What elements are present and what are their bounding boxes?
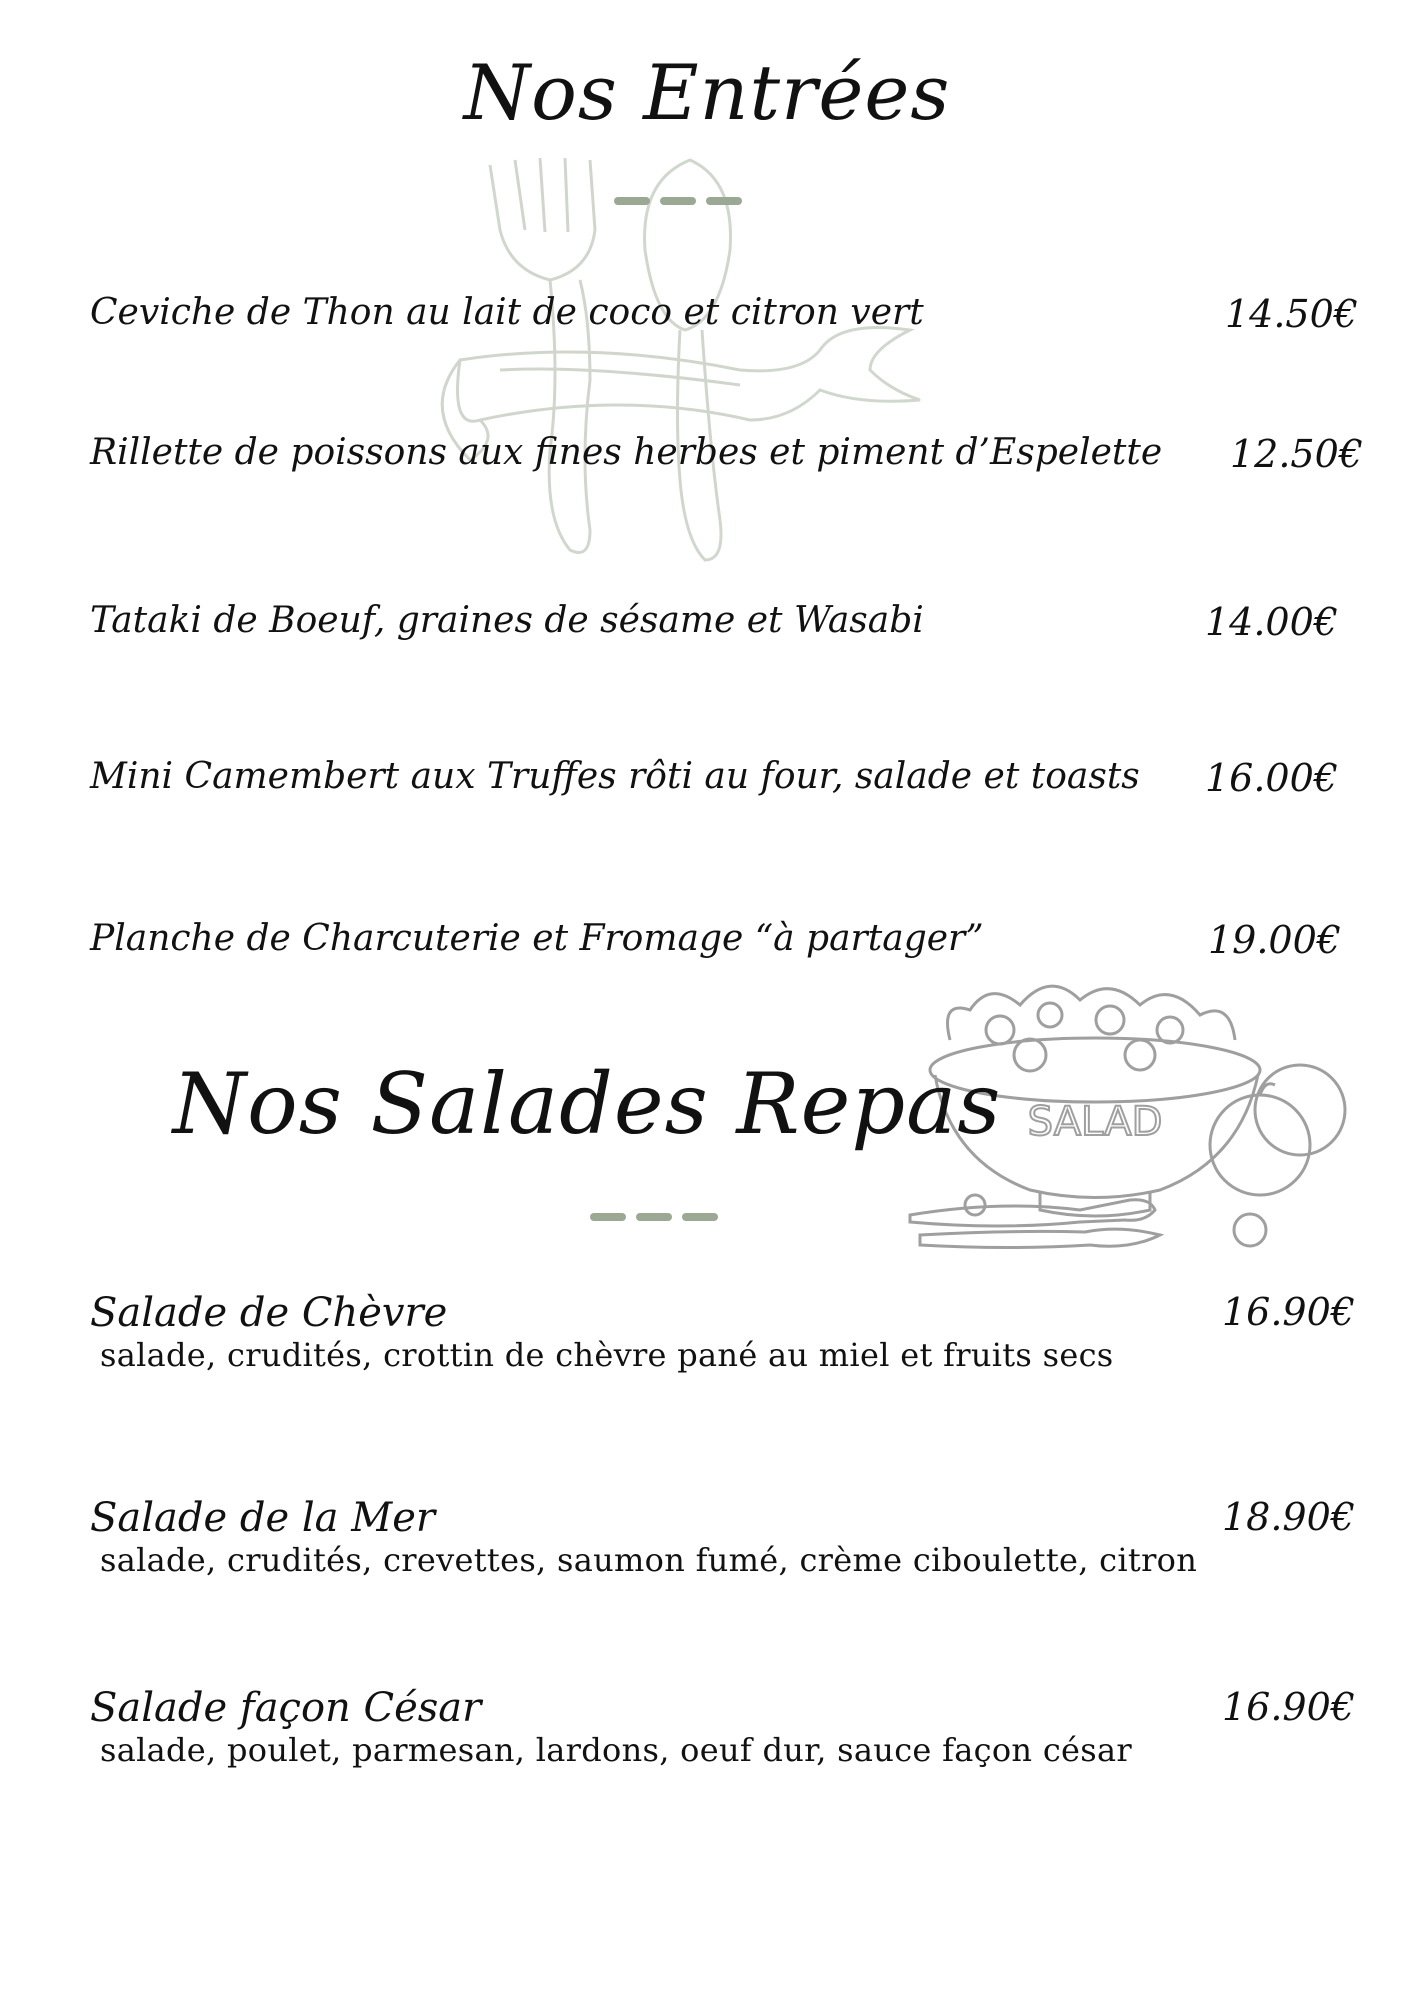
title-divider [660, 197, 696, 205]
section-title-entrees: Nos Entrées [463, 48, 951, 137]
salad-price: 16.90€ [1222, 1685, 1355, 1729]
menu-item-name: Planche de Charcuterie et Fromage “à partager” [90, 918, 984, 959]
section-title-salades: Nos Salades Repas [172, 1055, 1002, 1153]
salad-description: salade, poulet, parmesan, lardons, oeuf dur, sauce façon césar [100, 1731, 1132, 1769]
salad-name: Salade de la Mer [90, 1495, 435, 1541]
menu-item-price: 14.00€ [1205, 600, 1338, 644]
title-divider [636, 1213, 672, 1221]
menu-item-name: Tataki de Boeuf, graines de sésame et Wasabi [90, 600, 924, 641]
title-divider [590, 1213, 626, 1221]
menu-item-price: 14.50€ [1225, 292, 1358, 336]
fork-spoon-ribbon-icon [440, 120, 960, 590]
menu-item-price: 12.50€ [1230, 432, 1363, 476]
menu-item-name: Rillette de poissons aux fines herbes et piment d’Espelette [90, 432, 1163, 473]
menu-item-name: Mini Camembert aux Truffes rôti au four, salade et toasts [90, 756, 1140, 797]
menu-item-price: 16.00€ [1205, 756, 1338, 800]
title-divider [706, 197, 742, 205]
title-divider [614, 197, 650, 205]
title-divider [682, 1213, 718, 1221]
salad-name: Salade de Chèvre [90, 1290, 448, 1336]
salad-price: 16.90€ [1222, 1290, 1355, 1334]
salad-description: salade, crudités, crottin de chèvre pané au miel et fruits secs [100, 1336, 1114, 1374]
menu-item-price: 19.00€ [1208, 918, 1341, 962]
salad-name: Salade façon César [90, 1685, 482, 1731]
salad-description: salade, crudités, crevettes, saumon fumé, crème ciboulette, citron [100, 1541, 1198, 1579]
menu-item-name: Ceviche de Thon au lait de coco et citron vert [90, 292, 924, 333]
salad-price: 18.90€ [1222, 1495, 1355, 1539]
bowl-lettering: SALAD [1027, 1099, 1163, 1145]
